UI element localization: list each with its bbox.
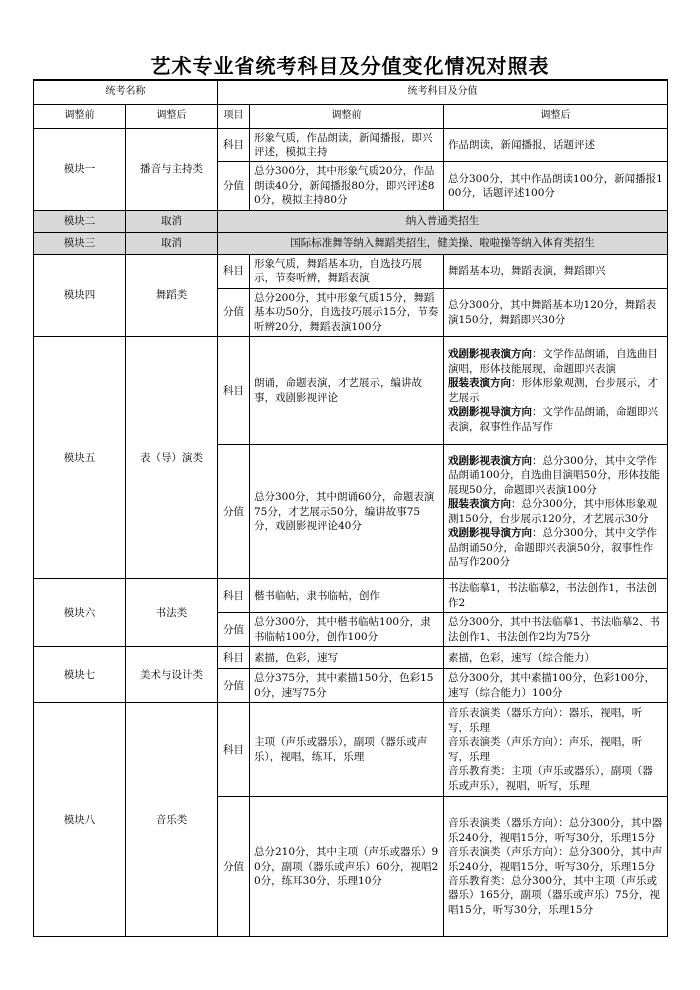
music-category-line: 音乐表演类（器乐方向）：总分300分，其中器乐240分，视唱15分，听写30分，乐理15分 bbox=[448, 817, 663, 844]
header-exam-subjects: 统考科目及分值 bbox=[218, 80, 668, 104]
score-after bbox=[444, 797, 668, 937]
score-after: 总分300分，其中书法临摹1、书法临摹2、书法创作1、书法创作2均为75分 bbox=[444, 613, 668, 647]
item-label: 分值 bbox=[218, 797, 250, 937]
score-before: 总分300分，其中楷书临帖100分，隶书临帖100分，创作100分 bbox=[250, 613, 444, 647]
item-label: 分值 bbox=[218, 613, 250, 647]
module-after: 表（导）演类 bbox=[126, 337, 218, 579]
direction-heading: 戏剧影视导演方向 bbox=[448, 527, 532, 540]
item-label: 分值 bbox=[218, 288, 250, 336]
item-label: 分值 bbox=[218, 162, 250, 210]
table-row bbox=[34, 254, 668, 288]
direction-text: ：文学作品朗诵，自选曲目演唱，形体技能展现，命题即兴表演 bbox=[448, 348, 658, 375]
module-before: 模块五 bbox=[34, 337, 126, 579]
module-note: 国际标准舞等纳入舞蹈类招生，健美操、啦啦操等纳入体育类招生 bbox=[218, 232, 668, 254]
score-after: 总分300分，其中作品朗读100分，新闻播报100分，话题评述100分 bbox=[444, 162, 668, 210]
score-after: 总分300分，其中舞蹈基本功120分，舞蹈表演150分，舞蹈即兴30分 bbox=[444, 288, 668, 336]
module-after: 取消 bbox=[126, 232, 218, 254]
table-row bbox=[34, 210, 668, 232]
module-after: 舞蹈类 bbox=[126, 254, 218, 336]
direction-heading: 戏剧影视表演方向 bbox=[448, 454, 532, 467]
comparison-table bbox=[33, 79, 668, 937]
module-before: 模块四 bbox=[34, 254, 126, 336]
subject-before: 形象气质，作品朗读，新闻播报，即兴评述，模拟主持 bbox=[250, 128, 444, 162]
direction-heading: 戏剧影视导演方向 bbox=[448, 406, 532, 419]
subject-before: 形象气质，舞蹈基本功，自选技巧展示，节奏听辨，舞蹈表演 bbox=[250, 254, 444, 288]
subject-after: 书法临摹1，书法临摹2，书法创作1，书法创作2 bbox=[444, 579, 668, 613]
module-before: 模块六 bbox=[34, 579, 126, 647]
direction-text: ：形体形象观测，台步展示，才艺展示 bbox=[448, 377, 658, 404]
module-before: 模块七 bbox=[34, 647, 126, 703]
score-before: 总分200分，其中形象气质15分，舞蹈基本功50分，自选技巧展示15分，节奏听辨20分，舞蹈表演100分 bbox=[250, 288, 444, 336]
header-row-2 bbox=[34, 104, 668, 128]
subject-after: 素描，色彩，速写（综合能力） bbox=[444, 647, 668, 669]
item-label: 科目 bbox=[218, 647, 250, 669]
item-label: 科目 bbox=[218, 128, 250, 162]
header-row-1 bbox=[34, 80, 668, 104]
direction-heading: 服装表演方向 bbox=[448, 377, 511, 390]
subject-before: 主项（声乐或器乐），副项（器乐或声乐），视唱，练耳，乐理 bbox=[250, 703, 444, 797]
subject-before: 楷书临帖，隶书临帖，创作 bbox=[250, 579, 444, 613]
module-after: 美术与设计类 bbox=[126, 647, 218, 703]
module-after: 播音与主持类 bbox=[126, 128, 218, 210]
subject-before: 素描，色彩，速写 bbox=[250, 647, 444, 669]
table-row bbox=[34, 337, 668, 445]
score-before: 总分210分，其中主项（声乐或器乐）90分，副项（器乐或声乐）60分，视唱20分，练耳30分，乐理10分 bbox=[250, 797, 444, 937]
item-label: 分值 bbox=[218, 669, 250, 703]
score-before: 总分300分，其中形象气质20分，作品朗读40分，新闻播报80分，即兴评述80分，模拟主持80分 bbox=[250, 162, 444, 210]
module-after: 书法类 bbox=[126, 579, 218, 647]
module-before: 模块一 bbox=[34, 128, 126, 210]
direction-heading: 服装表演方向 bbox=[448, 498, 511, 511]
module-before: 模块二 bbox=[34, 210, 126, 232]
music-category-line: 音乐表演类（器乐方向）：器乐，视唱，听写，乐理 bbox=[448, 707, 643, 734]
table-row bbox=[34, 703, 668, 797]
score-after: 总分300分，其中素描100分，色彩100分，速写（综合能力）100分 bbox=[444, 669, 668, 703]
direction-text: ：总分300分，其中文学作品朗诵100分，自选曲目演唱50分，形体技能展现50分，命题即兴表演100分 bbox=[448, 454, 660, 496]
header-content-after: 调整后 bbox=[444, 104, 668, 128]
score-before: 总分300分，其中朗诵60分，命题表演75分，才艺展示50分，编讲故事75分，戏剧影视评论40分 bbox=[250, 445, 444, 579]
music-category-line: 音乐表演类（声乐方向）：声乐，视唱，听写，乐理 bbox=[448, 736, 643, 763]
header-before: 调整前 bbox=[34, 104, 126, 128]
header-after: 调整后 bbox=[126, 104, 218, 128]
module-note: 纳入普通类招生 bbox=[218, 210, 668, 232]
subject-after bbox=[444, 703, 668, 797]
direction-text: ：总分300分，其中文学作品朗诵50分，命题即兴表演50分，叙事性作品写作200分 bbox=[448, 527, 658, 569]
subject-after: 舞蹈基本功，舞蹈表演，舞蹈即兴 bbox=[444, 254, 668, 288]
module-after: 音乐类 bbox=[126, 703, 218, 937]
direction-text: ：总分300分，其中形体形象观测150分，台步展示120分，才艺展示30分 bbox=[448, 498, 658, 525]
score-after bbox=[444, 445, 668, 579]
direction-text: ：文学作品朗诵，命题即兴表演，叙事性作品写作 bbox=[448, 406, 658, 433]
item-label: 科目 bbox=[218, 337, 250, 445]
table-row bbox=[34, 232, 668, 254]
score-before: 总分375分，其中素描150分，色彩150分，速写75分 bbox=[250, 669, 444, 703]
item-label: 科目 bbox=[218, 254, 250, 288]
subject-before: 朗诵，命题表演，才艺展示，编讲故事，戏剧影视评论 bbox=[250, 337, 444, 445]
table-row bbox=[34, 579, 668, 613]
music-category-line: 音乐教育类：总分300分，其中主项（声乐或器乐）165分，副项（器乐或声乐）75分，视唱15分，听写30分，乐理15分 bbox=[448, 874, 660, 916]
page-title: 艺术专业省统考科目及分值变化情况对照表 bbox=[150, 54, 550, 78]
direction-heading: 戏剧影视表演方向 bbox=[448, 348, 532, 361]
table-row bbox=[34, 128, 668, 162]
header-item: 项目 bbox=[218, 104, 250, 128]
table-row bbox=[34, 647, 668, 669]
header-exam-name: 统考名称 bbox=[34, 80, 218, 104]
module-after: 取消 bbox=[126, 210, 218, 232]
module-before: 模块三 bbox=[34, 232, 126, 254]
subject-after: 作品朗读，新闻播报，话题评述 bbox=[444, 128, 668, 162]
item-label: 科目 bbox=[218, 703, 250, 797]
music-category-line: 音乐教育类：主项（声乐或器乐），副项（器乐或声乐），视唱，听写，乐理 bbox=[448, 765, 653, 792]
header-content-before: 调整前 bbox=[250, 104, 444, 128]
item-label: 科目 bbox=[218, 579, 250, 613]
item-label: 分值 bbox=[218, 445, 250, 579]
music-category-line: 音乐表演类（声乐方向）：总分300分，其中声乐240分，视唱15分，听写30分，乐理15分 bbox=[448, 846, 663, 873]
module-before: 模块八 bbox=[34, 703, 126, 937]
subject-after bbox=[444, 337, 668, 445]
